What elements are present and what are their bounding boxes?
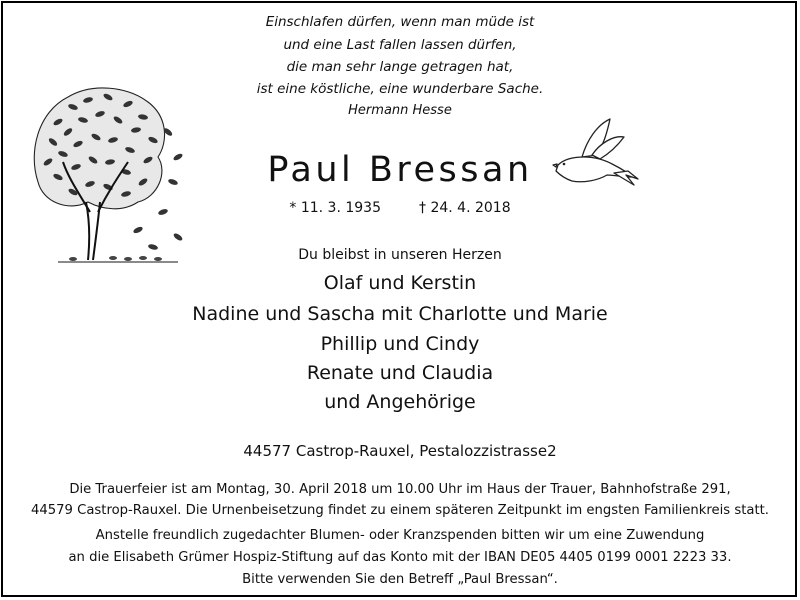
family-line-5: und Angehörige xyxy=(324,391,476,413)
family-line-1: Olaf und Kerstin xyxy=(323,272,477,294)
notice-line-5: Bitte verwenden Sie den Betreff „Paul Bressan“. xyxy=(242,572,558,587)
poem-line-4: ist eine köstliche, eine wunderbare Sache. xyxy=(256,81,544,97)
poem-line-1: Einschlafen dürfen, wenn man müde ist xyxy=(265,14,535,30)
poem-line-3: die man sehr lange getragen hat, xyxy=(286,59,514,75)
family-line-4: Renate und Claudia xyxy=(306,362,494,384)
notice-line-3: Anstelle freundlich zugedachter Blumen- oder Kranzspenden bitten wir um eine Zuwendung xyxy=(95,528,705,543)
poem-line-2: und eine Last fallen lassen dürfen, xyxy=(283,37,517,53)
life-dates xyxy=(0,200,800,216)
notice-line-2: 44579 Castrop-Rauxel. Die Urnenbeisetzung findet zu einem späteren Zeitpunkt im engsten Familienkreis statt. xyxy=(31,503,769,518)
family-line-2: Nadine und Sascha mit Charlotte und Marie xyxy=(192,303,608,325)
deceased-name: Paul Bressan xyxy=(267,150,533,190)
address: 44577 Castrop-Rauxel, Pestalozzistrasse2 xyxy=(243,442,557,460)
intro-line: Du bleibst in unseren Herzen xyxy=(298,247,502,263)
poem-author: Hermann Hesse xyxy=(348,103,452,118)
birth-date: * 11. 3. 1935 xyxy=(289,200,381,216)
family-line-3: Phillip und Cindy xyxy=(320,333,480,355)
notice-line-1: Die Trauerfeier ist am Montag, 30. April 2018 um 10.00 Uhr im Haus der Trauer, Bahnhofstraße 291, xyxy=(69,482,731,497)
notice-line-4: an die Elisabeth Grümer Hospiz-Stiftung auf das Konto mit der IBAN DE05 4405 0199 0001 2223 33. xyxy=(68,550,732,565)
death-date: † 24. 4. 2018 xyxy=(419,200,511,216)
